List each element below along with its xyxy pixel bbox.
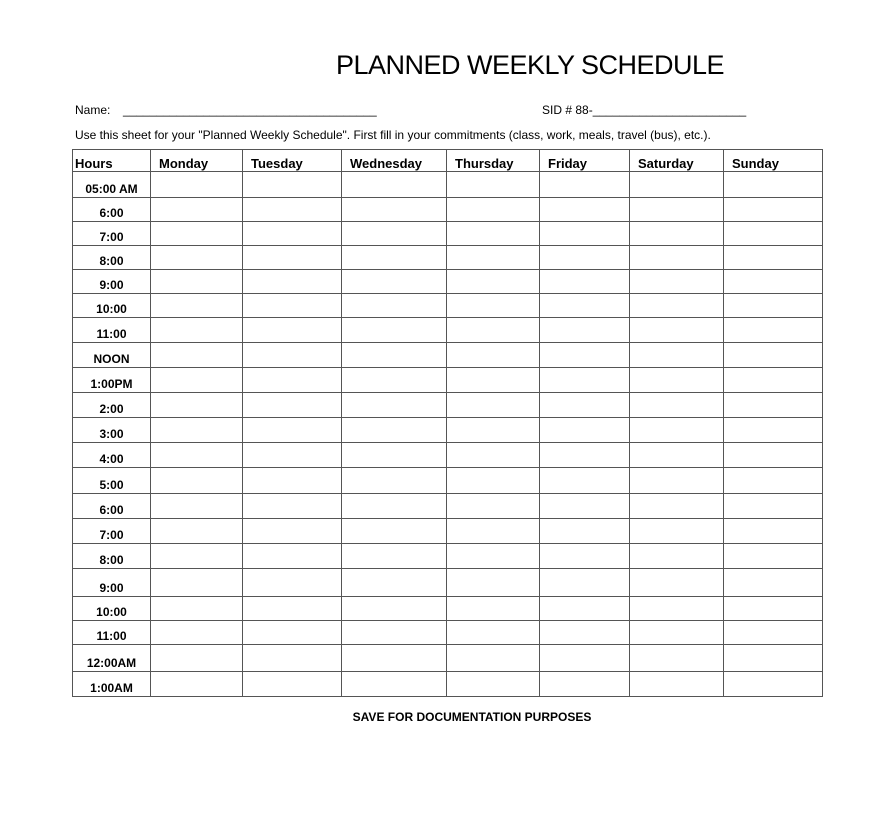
hour-label: 4:00	[73, 443, 151, 468]
schedule-cell-wednesday[interactable]	[342, 368, 447, 393]
schedule-cell-friday[interactable]	[540, 468, 630, 494]
schedule-cell-monday[interactable]	[151, 519, 243, 544]
schedule-cell-monday[interactable]	[151, 645, 243, 672]
schedule-cell-friday[interactable]	[540, 544, 630, 569]
schedule-cell-wednesday[interactable]	[342, 246, 447, 270]
table-row	[73, 621, 823, 645]
schedule-cell-wednesday[interactable]	[342, 270, 447, 294]
schedule-cell-tuesday[interactable]	[243, 494, 342, 519]
schedule-cell-saturday[interactable]	[630, 343, 724, 368]
schedule-cell-friday[interactable]	[540, 443, 630, 468]
schedule-cell-monday[interactable]	[151, 172, 243, 198]
schedule-cell-monday[interactable]	[151, 393, 243, 418]
hour-label: 7:00	[73, 519, 151, 544]
schedule-cell-monday[interactable]	[151, 222, 243, 246]
schedule-cell-sunday[interactable]	[724, 494, 823, 519]
header-row	[73, 150, 823, 172]
schedule-cell-monday[interactable]	[151, 343, 243, 368]
schedule-cell-wednesday[interactable]	[342, 343, 447, 368]
table-row	[73, 222, 823, 246]
schedule-cell-thursday[interactable]	[447, 393, 540, 418]
schedule-cell-tuesday[interactable]	[243, 621, 342, 645]
table-row	[73, 198, 823, 222]
table-row	[73, 318, 823, 343]
schedule-cell-sunday[interactable]	[724, 569, 823, 597]
hour-label: 8:00	[73, 246, 151, 270]
schedule-cell-saturday[interactable]	[630, 621, 724, 645]
table-row	[73, 270, 823, 294]
day-header-monday: Monday	[151, 150, 243, 172]
schedule-cell-thursday[interactable]	[447, 597, 540, 621]
schedule-cell-friday[interactable]	[540, 294, 630, 318]
day-header-saturday: Saturday	[630, 150, 724, 172]
schedule-cell-monday[interactable]	[151, 597, 243, 621]
hour-label: 3:00	[73, 418, 151, 443]
schedule-cell-friday[interactable]	[540, 393, 630, 418]
schedule-cell-tuesday[interactable]	[243, 418, 342, 443]
table-row	[73, 544, 823, 569]
schedule-cell-thursday[interactable]	[447, 468, 540, 494]
schedule-cell-friday[interactable]	[540, 343, 630, 368]
schedule-cell-thursday[interactable]	[447, 294, 540, 318]
day-header-sunday: Sunday	[724, 150, 823, 172]
day-header-thursday: Thursday	[447, 150, 540, 172]
schedule-cell-wednesday[interactable]	[342, 597, 447, 621]
schedule-cell-sunday[interactable]	[724, 198, 823, 222]
schedule-cell-wednesday[interactable]	[342, 198, 447, 222]
schedule-cell-sunday[interactable]	[724, 621, 823, 645]
schedule-cell-wednesday[interactable]	[342, 418, 447, 443]
schedule-cell-saturday[interactable]	[630, 597, 724, 621]
schedule-cell-saturday[interactable]	[630, 544, 724, 569]
schedule-cell-thursday[interactable]	[447, 672, 540, 697]
schedule-cell-tuesday[interactable]	[243, 294, 342, 318]
schedule-cell-sunday[interactable]	[724, 318, 823, 343]
hour-label: 7:00	[73, 222, 151, 246]
table-row	[73, 645, 823, 672]
schedule-cell-wednesday[interactable]	[342, 672, 447, 697]
page-title: PLANNED WEEKLY SCHEDULE	[335, 50, 725, 80]
schedule-cell-sunday[interactable]	[724, 270, 823, 294]
schedule-cell-thursday[interactable]	[447, 645, 540, 672]
schedule-cell-monday[interactable]	[151, 294, 243, 318]
hour-label: 12:00AM	[73, 645, 151, 672]
table-row	[73, 246, 823, 270]
schedule-table	[72, 149, 823, 697]
schedule-cell-friday[interactable]	[540, 645, 630, 672]
schedule-cell-monday[interactable]	[151, 443, 243, 468]
day-header-wednesday: Wednesday	[342, 150, 447, 172]
schedule-cell-monday[interactable]	[151, 418, 243, 443]
schedule-cell-saturday[interactable]	[630, 443, 724, 468]
schedule-cell-thursday[interactable]	[447, 246, 540, 270]
schedule-cell-wednesday[interactable]	[342, 294, 447, 318]
schedule-cell-wednesday[interactable]	[342, 393, 447, 418]
hours-header: Hours	[73, 150, 151, 172]
schedule-cell-sunday[interactable]	[724, 672, 823, 697]
schedule-cell-wednesday[interactable]	[342, 544, 447, 569]
schedule-cell-thursday[interactable]	[447, 544, 540, 569]
schedule-cell-wednesday[interactable]	[342, 468, 447, 494]
schedule-cell-wednesday[interactable]	[342, 222, 447, 246]
table-row	[73, 672, 823, 697]
table-row	[73, 443, 823, 468]
schedule-cell-monday[interactable]	[151, 368, 243, 393]
schedule-cell-sunday[interactable]	[724, 222, 823, 246]
schedule-cell-sunday[interactable]	[724, 368, 823, 393]
schedule-cell-saturday[interactable]	[630, 418, 724, 443]
hour-label: 6:00	[73, 494, 151, 519]
schedule-cell-monday[interactable]	[151, 468, 243, 494]
schedule-cell-tuesday[interactable]	[243, 343, 342, 368]
schedule-cell-friday[interactable]	[540, 246, 630, 270]
schedule-cell-wednesday[interactable]	[342, 443, 447, 468]
schedule-cell-sunday[interactable]	[724, 544, 823, 569]
schedule-cell-sunday[interactable]	[724, 645, 823, 672]
schedule-cell-thursday[interactable]	[447, 172, 540, 198]
schedule-cell-saturday[interactable]	[630, 569, 724, 597]
schedule-cell-monday[interactable]	[151, 246, 243, 270]
hour-label: 1:00AM	[73, 672, 151, 697]
schedule-cell-friday[interactable]	[540, 222, 630, 246]
schedule-cell-friday[interactable]	[540, 270, 630, 294]
schedule-cell-saturday[interactable]	[630, 368, 724, 393]
schedule-cell-monday[interactable]	[151, 672, 243, 697]
schedule-cell-saturday[interactable]	[630, 645, 724, 672]
schedule-cell-friday[interactable]	[540, 418, 630, 443]
schedule-cell-tuesday[interactable]	[243, 544, 342, 569]
hour-label: 10:00	[73, 597, 151, 621]
sid-label: SID # 88-	[542, 103, 593, 117]
schedule-cell-thursday[interactable]	[447, 519, 540, 544]
schedule-cell-sunday[interactable]	[724, 418, 823, 443]
hour-label: 6:00	[73, 198, 151, 222]
name-field[interactable]: ______________________________________	[123, 103, 377, 117]
schedule-cell-thursday[interactable]	[447, 418, 540, 443]
table-row	[73, 597, 823, 621]
schedule-cell-sunday[interactable]	[724, 468, 823, 494]
hour-label: 9:00	[73, 270, 151, 294]
table-row	[73, 519, 823, 544]
table-row	[73, 368, 823, 393]
day-header-friday: Friday	[540, 150, 630, 172]
hour-label: 9:00	[73, 569, 151, 597]
schedule-cell-monday[interactable]	[151, 494, 243, 519]
schedule-cell-tuesday[interactable]	[243, 222, 342, 246]
schedule-cell-saturday[interactable]	[630, 393, 724, 418]
schedule-cell-sunday[interactable]	[724, 443, 823, 468]
schedule-cell-monday[interactable]	[151, 318, 243, 343]
schedule-cell-wednesday[interactable]	[342, 172, 447, 198]
hour-label: 11:00	[73, 318, 151, 343]
schedule-cell-thursday[interactable]	[447, 318, 540, 343]
schedule-cell-sunday[interactable]	[724, 597, 823, 621]
schedule-cell-monday[interactable]	[151, 198, 243, 222]
schedule-cell-tuesday[interactable]	[243, 569, 342, 597]
schedule-cell-saturday[interactable]	[630, 468, 724, 494]
schedule-cell-saturday[interactable]	[630, 519, 724, 544]
schedule-cell-wednesday[interactable]	[342, 318, 447, 343]
schedule-cell-tuesday[interactable]	[243, 318, 342, 343]
schedule-cell-thursday[interactable]	[447, 343, 540, 368]
schedule-cell-saturday[interactable]	[630, 246, 724, 270]
schedule-cell-saturday[interactable]	[630, 672, 724, 697]
schedule-cell-tuesday[interactable]	[243, 597, 342, 621]
schedule-cell-friday[interactable]	[540, 519, 630, 544]
schedule-cell-thursday[interactable]	[447, 443, 540, 468]
schedule-cell-wednesday[interactable]	[342, 621, 447, 645]
schedule-cell-saturday[interactable]	[630, 318, 724, 343]
table-row	[73, 393, 823, 418]
name-line	[75, 103, 377, 117]
schedule-cell-friday[interactable]	[540, 368, 630, 393]
table-row	[73, 343, 823, 368]
schedule-cell-sunday[interactable]	[724, 393, 823, 418]
sid-line	[542, 103, 746, 117]
schedule-cell-thursday[interactable]	[447, 222, 540, 246]
table-row	[73, 569, 823, 597]
schedule-cell-friday[interactable]	[540, 569, 630, 597]
table-row	[73, 418, 823, 443]
schedule-cell-friday[interactable]	[540, 621, 630, 645]
footer-note: SAVE FOR DOCUMENTATION PURPOSES	[352, 710, 592, 724]
schedule-cell-saturday[interactable]	[630, 494, 724, 519]
schedule-cell-tuesday[interactable]	[243, 172, 342, 198]
schedule-cell-friday[interactable]	[540, 318, 630, 343]
schedule-cell-saturday[interactable]	[630, 172, 724, 198]
schedule-cell-thursday[interactable]	[447, 621, 540, 645]
schedule-cell-tuesday[interactable]	[243, 468, 342, 494]
schedule-cell-tuesday[interactable]	[243, 443, 342, 468]
schedule-cell-saturday[interactable]	[630, 222, 724, 246]
schedule-cell-tuesday[interactable]	[243, 246, 342, 270]
schedule-cell-wednesday[interactable]	[342, 645, 447, 672]
hour-label: 5:00	[73, 468, 151, 494]
schedule-cell-friday[interactable]	[540, 494, 630, 519]
schedule-cell-sunday[interactable]	[724, 343, 823, 368]
hour-label: 11:00	[73, 621, 151, 645]
day-header-tuesday: Tuesday	[243, 150, 342, 172]
schedule-cell-thursday[interactable]	[447, 270, 540, 294]
schedule-cell-sunday[interactable]	[724, 172, 823, 198]
hour-label: 2:00	[73, 393, 151, 418]
schedule-cell-tuesday[interactable]	[243, 672, 342, 697]
hour-label: 1:00PM	[73, 368, 151, 393]
schedule-cell-thursday[interactable]	[447, 494, 540, 519]
schedule-cell-monday[interactable]	[151, 270, 243, 294]
schedule-cell-thursday[interactable]	[447, 569, 540, 597]
schedule-cell-friday[interactable]	[540, 198, 630, 222]
schedule-cell-thursday[interactable]	[447, 198, 540, 222]
schedule-cell-tuesday[interactable]	[243, 270, 342, 294]
hour-label: 8:00	[73, 544, 151, 569]
hour-label: 10:00	[73, 294, 151, 318]
schedule-cell-sunday[interactable]	[724, 294, 823, 318]
hour-label: 05:00 AM	[73, 172, 151, 198]
schedule-cell-sunday[interactable]	[724, 246, 823, 270]
schedule-cell-saturday[interactable]	[630, 198, 724, 222]
schedule-cell-saturday[interactable]	[630, 270, 724, 294]
table-row	[73, 294, 823, 318]
hour-label: NOON	[73, 343, 151, 368]
schedule-cell-wednesday[interactable]	[342, 494, 447, 519]
schedule-cell-tuesday[interactable]	[243, 519, 342, 544]
schedule-cell-saturday[interactable]	[630, 294, 724, 318]
schedule-cell-monday[interactable]	[151, 621, 243, 645]
schedule-cell-friday[interactable]	[540, 672, 630, 697]
schedule-cell-tuesday[interactable]	[243, 198, 342, 222]
schedule-cell-friday[interactable]	[540, 597, 630, 621]
sid-field[interactable]: _______________________	[592, 103, 747, 117]
schedule-cell-tuesday[interactable]	[243, 368, 342, 393]
schedule-cell-thursday[interactable]	[447, 368, 540, 393]
schedule-cell-monday[interactable]	[151, 544, 243, 569]
table-row	[73, 468, 823, 494]
name-label: Name:	[75, 103, 111, 117]
table-row	[73, 172, 823, 198]
schedule-cell-tuesday[interactable]	[243, 645, 342, 672]
schedule-body	[73, 172, 823, 697]
schedule-cell-wednesday[interactable]	[342, 569, 447, 597]
instructions-text: Use this sheet for your "Planned Weekly Schedule". First fill in your commitments (class, work, meals, travel (bus), etc.).	[75, 128, 711, 142]
schedule-cell-friday[interactable]	[540, 172, 630, 198]
schedule-cell-wednesday[interactable]	[342, 519, 447, 544]
schedule-cell-monday[interactable]	[151, 569, 243, 597]
schedule-cell-sunday[interactable]	[724, 519, 823, 544]
table-row	[73, 494, 823, 519]
schedule-cell-tuesday[interactable]	[243, 393, 342, 418]
